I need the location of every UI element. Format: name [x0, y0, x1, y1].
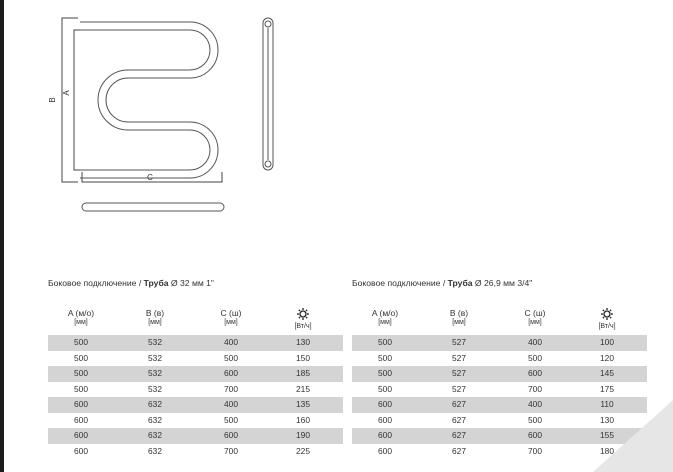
table-row — [48, 428, 343, 444]
cell-power: 160 — [296, 414, 310, 425]
sun-icon — [601, 308, 613, 320]
table-body — [48, 335, 343, 459]
cell-c: 600 — [224, 368, 238, 378]
table-row — [48, 444, 343, 460]
sun-icon — [297, 308, 309, 320]
header-a: A (м/о) [мм] — [67, 308, 95, 326]
cell-c: 700 — [224, 383, 238, 394]
cell-a: 500 — [74, 383, 88, 394]
cell-power: 180 — [600, 445, 614, 456]
cell-b: 632 — [148, 430, 162, 440]
cell-b: 627 — [452, 414, 466, 425]
cell-a: 600 — [378, 399, 392, 409]
table-title — [48, 278, 214, 288]
cell-c: 400 — [224, 399, 238, 409]
cell-c: 700 — [528, 383, 542, 394]
cell-c: 500 — [528, 414, 542, 425]
cell-a: 600 — [74, 445, 88, 456]
cell-b: 527 — [452, 383, 466, 394]
cell-c: 600 — [528, 368, 542, 378]
top-view — [82, 203, 224, 211]
title-prefix: Боковое подключение / — [48, 278, 144, 288]
header-power: [Вт/ч] — [278, 308, 328, 332]
cell-a: 600 — [74, 399, 88, 409]
title-bold: Труба — [143, 278, 169, 288]
header-c: C (ш) [мм] — [220, 308, 242, 326]
cell-a: 600 — [378, 414, 392, 425]
cell-power: 190 — [296, 430, 310, 440]
cell-a: 500 — [378, 352, 392, 363]
table-row — [352, 366, 647, 382]
header-b: B (в) [мм] — [449, 308, 469, 326]
cell-c: 400 — [224, 337, 238, 347]
title-bold: Труба — [447, 278, 473, 288]
cell-power: 110 — [600, 399, 614, 409]
title-suffix: Ø 26,9 мм 3/4" — [472, 278, 533, 288]
table-header — [352, 308, 647, 334]
table-row — [352, 335, 647, 351]
cell-c: 600 — [528, 430, 542, 440]
table-row — [352, 351, 647, 367]
watermark-shape — [553, 400, 673, 472]
cell-a: 500 — [74, 337, 88, 347]
table-header — [48, 308, 343, 334]
header-a: A (м/о) [мм] — [371, 308, 399, 326]
cell-c: 500 — [224, 414, 238, 425]
cell-b: 532 — [148, 368, 162, 378]
dimension-b — [62, 18, 78, 182]
cell-power: 185 — [296, 368, 310, 378]
cell-c: 700 — [528, 445, 542, 456]
header-power: [Вт/ч] — [582, 308, 632, 332]
cell-power: 135 — [296, 399, 310, 409]
cell-b: 532 — [148, 383, 162, 394]
cell-c: 400 — [528, 337, 542, 347]
table-row — [48, 335, 343, 351]
cell-a: 500 — [378, 337, 392, 347]
cell-power: 130 — [296, 337, 310, 347]
table-row — [48, 413, 343, 429]
cell-c: 700 — [224, 445, 238, 456]
cell-power: 100 — [600, 337, 614, 347]
header-b: B (в) [мм] — [145, 308, 165, 326]
cell-b: 632 — [148, 399, 162, 409]
cell-a: 600 — [74, 414, 88, 425]
cell-c: 500 — [224, 352, 238, 363]
header-c: C (ш) [мм] — [524, 308, 546, 326]
cell-c: 600 — [224, 430, 238, 440]
cell-power: 120 — [600, 352, 614, 363]
cell-a: 600 — [74, 430, 88, 440]
dim-b-label: B — [48, 97, 57, 103]
title-prefix: Боковое подключение / — [352, 278, 448, 288]
cell-c: 500 — [528, 352, 542, 363]
table-row — [352, 382, 647, 398]
cell-b: 532 — [148, 352, 162, 363]
cell-a: 600 — [378, 430, 392, 440]
cell-b: 527 — [452, 337, 466, 347]
cell-b: 627 — [452, 430, 466, 440]
table-row — [48, 397, 343, 413]
cell-a: 500 — [74, 368, 88, 378]
cell-b: 527 — [452, 368, 466, 378]
cell-power: 145 — [600, 368, 614, 378]
cell-c: 400 — [528, 399, 542, 409]
cell-b: 632 — [148, 414, 162, 425]
cell-power: 155 — [600, 430, 614, 440]
tube-outline — [80, 22, 218, 178]
cell-a: 600 — [378, 445, 392, 456]
cell-power: 225 — [296, 445, 310, 456]
cell-b: 632 — [148, 445, 162, 456]
cell-power: 150 — [296, 352, 310, 363]
cell-b: 527 — [452, 352, 466, 363]
table-row — [48, 382, 343, 398]
cell-power: 175 — [600, 383, 614, 394]
cell-b: 532 — [148, 337, 162, 347]
dim-a-label: A — [62, 90, 71, 96]
cell-b: 627 — [452, 399, 466, 409]
table-title — [352, 278, 532, 288]
cell-a: 500 — [378, 368, 392, 378]
cell-a: 500 — [74, 352, 88, 363]
dim-c-label: C — [147, 173, 153, 182]
title-suffix: Ø 32 мм 1" — [168, 278, 214, 288]
side-view — [263, 18, 273, 170]
cell-power: 130 — [600, 414, 614, 425]
table-row — [48, 366, 343, 382]
towel-rail-drawing — [0, 0, 673, 230]
dimension-a — [74, 30, 80, 170]
cell-b: 627 — [452, 445, 466, 456]
cell-power: 215 — [296, 383, 310, 394]
cell-a: 500 — [378, 383, 392, 394]
table-row — [48, 351, 343, 367]
